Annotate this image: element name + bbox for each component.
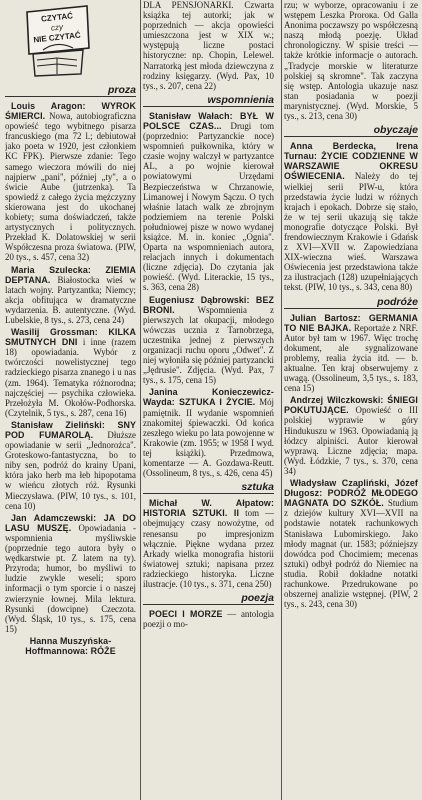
column-1 [5,0,136,800]
review-entry: Władysław Czapliński, Józef Długosz: PODRÓŻ MŁODEGO MAGNATA DO SZKÓŁ. Studium z dziejów kultury XVI—XVII na podstawie notatek rachunkowych Stanisława Lubomirskiego. Jako młody magnat (ur. 1583; późniejszy dowódca pod Chocimiem; mecenas sztuki) odbył podróż do Niemiec na studia. Robił dokładne notatki rachunkowe. Przedrukowane po obszernej analizie wstępnej. (PIW, 2 tys., s. 243, cena 30) [284,478,418,610]
review-entry: Jan Adamczewski: JA DO LASU MUSZĘ. Opowiadania - wspomnienia myśliwskie (poprzednie tego autora były o wędkarstwie pt. Z latem na ty). Przyroda; humor, bo myśliwi to ludzie zwykle weseli; sporo informacji o tym sporcie i o naszej zwierzynie łownej. Mila lektura. Rysunki (dowcipne) Czeczota. (Wyd. Śląsk, 10 tys., s. 175, cena 15) [5,512,136,634]
review-entry: Anna Berdecka, Irena Turnau: ŻYCIE CODZIENNE W WARSZAWIE OKRESU OŚWIECENIA. Należy do tej wielkiej serii PIW-u, która przedstawia życie ludzi w różnych krajach i epokach. Dobrze się stało, że w tej serii ukazują się także monografie dotyczące Polski. Był frendowiecznym Krakowie i Gdańsk z XVI—XVII w. Zapowiedziana XIX-wieczna wieś. Warszawa Oświecenia jest przedstawiona także za ilustracjach (128) uzupełniających tekst. (PIW, 10 tys., s. 343, cena 80) [284,141,418,293]
review-entry: Julian Bartosz: GERMANIA TO NIE BAJKA. Reportaże z NRF. Autor był tam w 1967. Więc trochę dokument, ale sygnalizowane problemy, realia życia itd. — b. aktualne. Ten kraj obserwujemy z uwagą. (Ossolineum, 3,5 tys., s. 183, cena 15) [284,312,418,394]
logo-text-line2: czy [50,22,64,33]
column-3 [284,0,418,800]
review-entry: Stanisław Wałach: BYŁ W POLSCE CZAS... Drugi tom (poprzednio: Partyzanckie noce) wspomnień pułkownika, który w czasie wojny walczył w partyzantce AL, a po wojnie kierował powiatowymi Urzędami Bezpieczeństwa w Chrzanowie, Limanowej i Nowym Sączu. O tych właśnie latach walk ze zbrojnym podziemiem na terenie Polski południowej pisze w nowo wydanej książce. M. in. koniec „Ognia". Oparta na wspomnieniach autora, relacjach innych i dokumentach (liczne zdjęcia). Do czytania jak powieść. (Wyd. Literackie, 15 tys., s. 363, cena 28) [143,110,274,293]
section-header-obyczaje: obyczaje [284,124,418,137]
section-header-wspomnienia: wspomnienia [143,94,274,107]
review-entry: Janina Konieczewicz-Wayda: SZTUKA I ŻYCIE. Mój pamiętnik. II wydanie wspomnień znakomitej śpiewaczki. Od końca zeszłego wieku po lata powojenne w Krakowie (zm. 1955; w 1958 I wyd. tej książki). Przedmowa, komentarze — A. Gozdawa-Reutt. (Ossolineum, 8 tys., s. 426, cena 45) [143,387,274,479]
review-entry-continued: rzu; w wyborze, opracowaniu i ze wstępem Leszka Prorока. Od Galla Anonima poczawszy po współczesną naszą młodą poezję. Układ chronologiczny. W spisie treści — także krótkie informacje o autorach. „Tradycje morskie w literaturze polskiej są skromne". Tak zaczyna się wstęp. Antologia ukazuje nasz stan posiadania w poezji marynistycznej. (Wyd. Morskie, 5 tys., s. 213, cena 30) [284,0,418,122]
column-divider [281,0,282,800]
review-entry: Maria Szulecka: ZIEMIA DEPTANA. Białostocka wieś w latach wojny. Partyzantka; Niemcy; akcja obfitująca w dramatyczne wydarzenia. B. autentyczne. (Wyd. Lubelskie, 8 tys., s. 273, cena 24) [5,264,136,325]
logo-text-line3: NIE CZYTAĆ [32,30,82,45]
review-entry: Louis Aragon: WYROK ŚMIERCI. Nowa, autobiograficzna opowieść tego wybitnego pisarza francuskiego (ma 72 l.; debiutował jako poeta w 1920, jest członkiem KC FPK). Pierwsze zdanie: Tego samego wieczora mówili do niej najpierw „pani", później „ty", a o świcie Aube (jutrzenka). Ta spowiedź z całego życia mężczyzny skierowana jest do ukochanej kobiety; suma doświadczeń, także artystycznych i politycznych. Przekład K. Dolatowskiej w serii Współczesna proza światowa. (PIW, 20 tys., s. 457, cena 32) [5,101,136,263]
review-entry: Eugeniusz Dąbrowski: BEZ BRONI. Wspomnienia z pierwszych lat okupacji, młodego wówczas ucznia z Tarnobrzega, uczestnika jednej z pierwszych organizacji ruchu oporu „Odwet". Z niej wyłoniła się później partyzancki „Jędrusie". Zdjęcia. (Wyd. Pax, 7 tys., s. 175, cena 15) [143,294,274,386]
section-header-proza: proza [5,84,136,97]
section-header-poezja: poezja [143,592,274,605]
column-logo [23,4,91,78]
column-divider [140,0,141,800]
review-entry: POECI I MORZE — antologia poezji o mo- [143,609,274,630]
section-header-podroze: podróże [284,296,418,309]
review-entry-continued: DLA PENSJONARKI. Czwarta książka tej autorki; jak w poprzednich — akcja opowieści umieszczona jest w XIX w.; występują liczne postaci historyczne: np. Chopin, Lelewel. Narratorką jest młoda dziewczyna z rodziny księgarzy. (Wyd. Pax, 10 tys., s. 207, cena 22) [143,0,274,91]
review-entry: Hanna Muszyńska-Hoffmannowa: RÓŻE [25,635,116,656]
logo-text-line1: CZYTAĆ [40,11,74,24]
review-entry: Stanisław Zieliński: SNY POD FUMAROLĄ. Dłuższe opowiadanie w serii „Jednorożca". Groteskowo-fantastyczna, bo to niby sen, podróż do krainy Upani, która jako herb ma łeb hipopotama w wieńcu złotych róż. Rysunki Mieczysława. (PIW, 10 tys., s. 101, cena 10) [5,419,136,511]
review-entry: Andrzej Wilczkowski: ŚNIEGI POKUTUJĄCE. Opowieść o III polskiej wyprawie w góry Hindukuszu w 1963. Opowiadanią ją łódzcy alpiniści. Autor kierował wyprawą. Liczne zdjęcia; mapa. (Wyd. Łódzkie, 7 tys., s. 370, cena 34) [284,395,418,476]
review-entry: Michał W. Ałpatow: HISTORIA SZTUKI. II tom — obejmujący czasy nowożytne, od renesansu po impresjonizm włącznie. Piękne wydana przez Arkady wielka monografia historii światowej sztuki; napisana przez radzieckiego historyka. Liczne ilustracje. (10 tys., s. 371, cena 250) [143,498,274,589]
section-header-sztuka: sztuka [143,481,274,494]
column-2 [143,0,274,800]
review-entry: Wasilij Grossman: KILKA SMUTNYCH DNI i inne (razem 18) opowiadania. Wybór z twórczości nowelistycznej tego radzieckiego pisarza znanego i u nas (zm. 1964). Tematyka różnorodna; najczęściej — psychika człowieka. Przełożyła M. Okołów-Podhorska. (Czytelnik, 5 tys., s. 287, cena 16) [5,327,136,418]
